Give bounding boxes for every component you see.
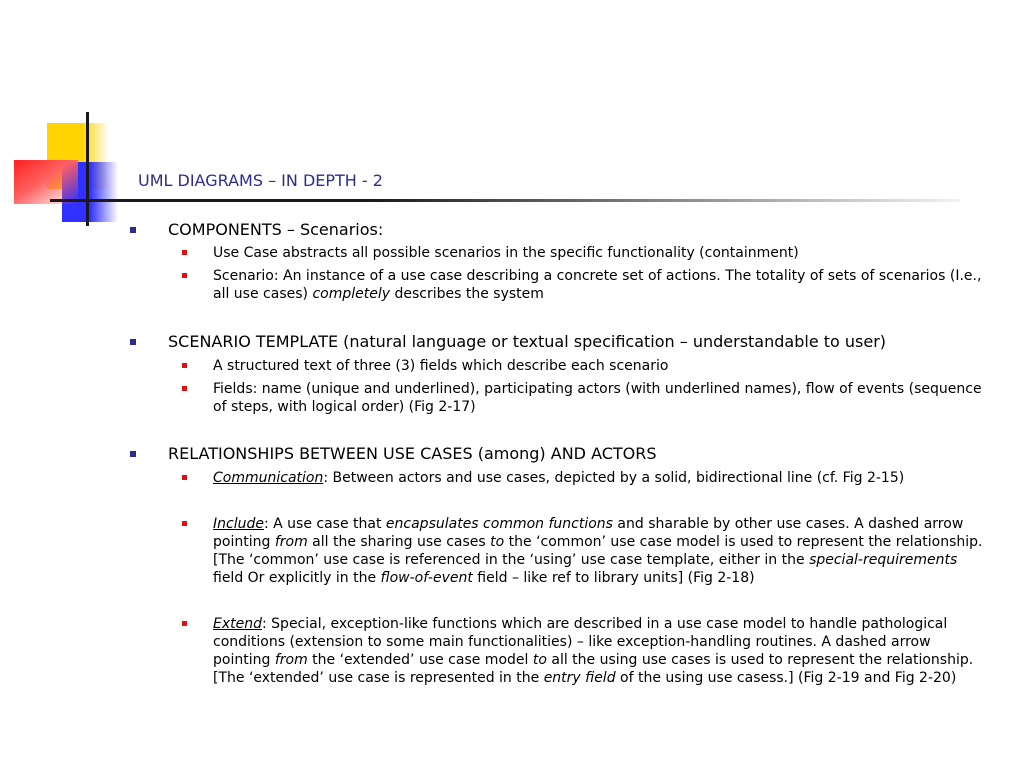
section-heading-components: COMPONENTS – Scenarios: (168, 220, 988, 240)
vertical-rule-decoration (86, 112, 89, 226)
bullet-structured-text: A structured text of three (3) fields which describe each scenario (213, 357, 983, 375)
bullet-use-case-abstracts: Use Case abstracts all possible scenarios in the specific functionality (containment) (213, 244, 983, 262)
bullet-include: Include: A use case that encapsulates common functions and sharable by other use cases. A dashed arrow pointing from all the sharing use cases to the ‘common’ use case model is used to represent the relationship. [The ‘common’ use case is referenced in the ‘using’ use case template, either in the special-requirements field Or explicitly in the flow-of-event field – like ref to library units] (Fig 2-18) (213, 516, 983, 586)
section-heading-relationships: RELATIONSHIPS BETWEEN USE CASES (among) AND ACTORS (168, 444, 988, 464)
bullet-scenario-definition: Scenario: An instance of a use case describing a concrete set of actions. The totality of sets of scenarios (I.e., all use cases) completely describes the system (213, 268, 982, 302)
bullet-communication: Communication: Between actors and use cases, depicted by a solid, bidirectional line (cf. Fig 2-15) (213, 469, 983, 487)
section-heading-scenario-template: SCENARIO TEMPLATE (natural language or textual specification – understandable to user) (168, 332, 988, 352)
bullet-fields: Fields: name (unique and underlined), participating actors (with underlined names), flow of events (sequence of steps, with logical order) (Fig 2-17) (213, 381, 982, 415)
slide-title: UML DIAGRAMS – IN DEPTH - 2 (138, 171, 383, 190)
title-underline-rule (50, 199, 960, 202)
bullet-extend: Extend: Special, exception-like functions which are described in a use case model to handle pathological conditions (extension to some main functionalities) – like exception-handling routines. A dashed arrow pointing from the ‘extended’ use case model to all the using use cases is used to represent the relationship. [The ‘extended’ use case is represented in the entry field of the using use casess.] (Fig 2-19 and Fig 2-20) (213, 615, 983, 687)
red-block-decoration (14, 160, 78, 204)
